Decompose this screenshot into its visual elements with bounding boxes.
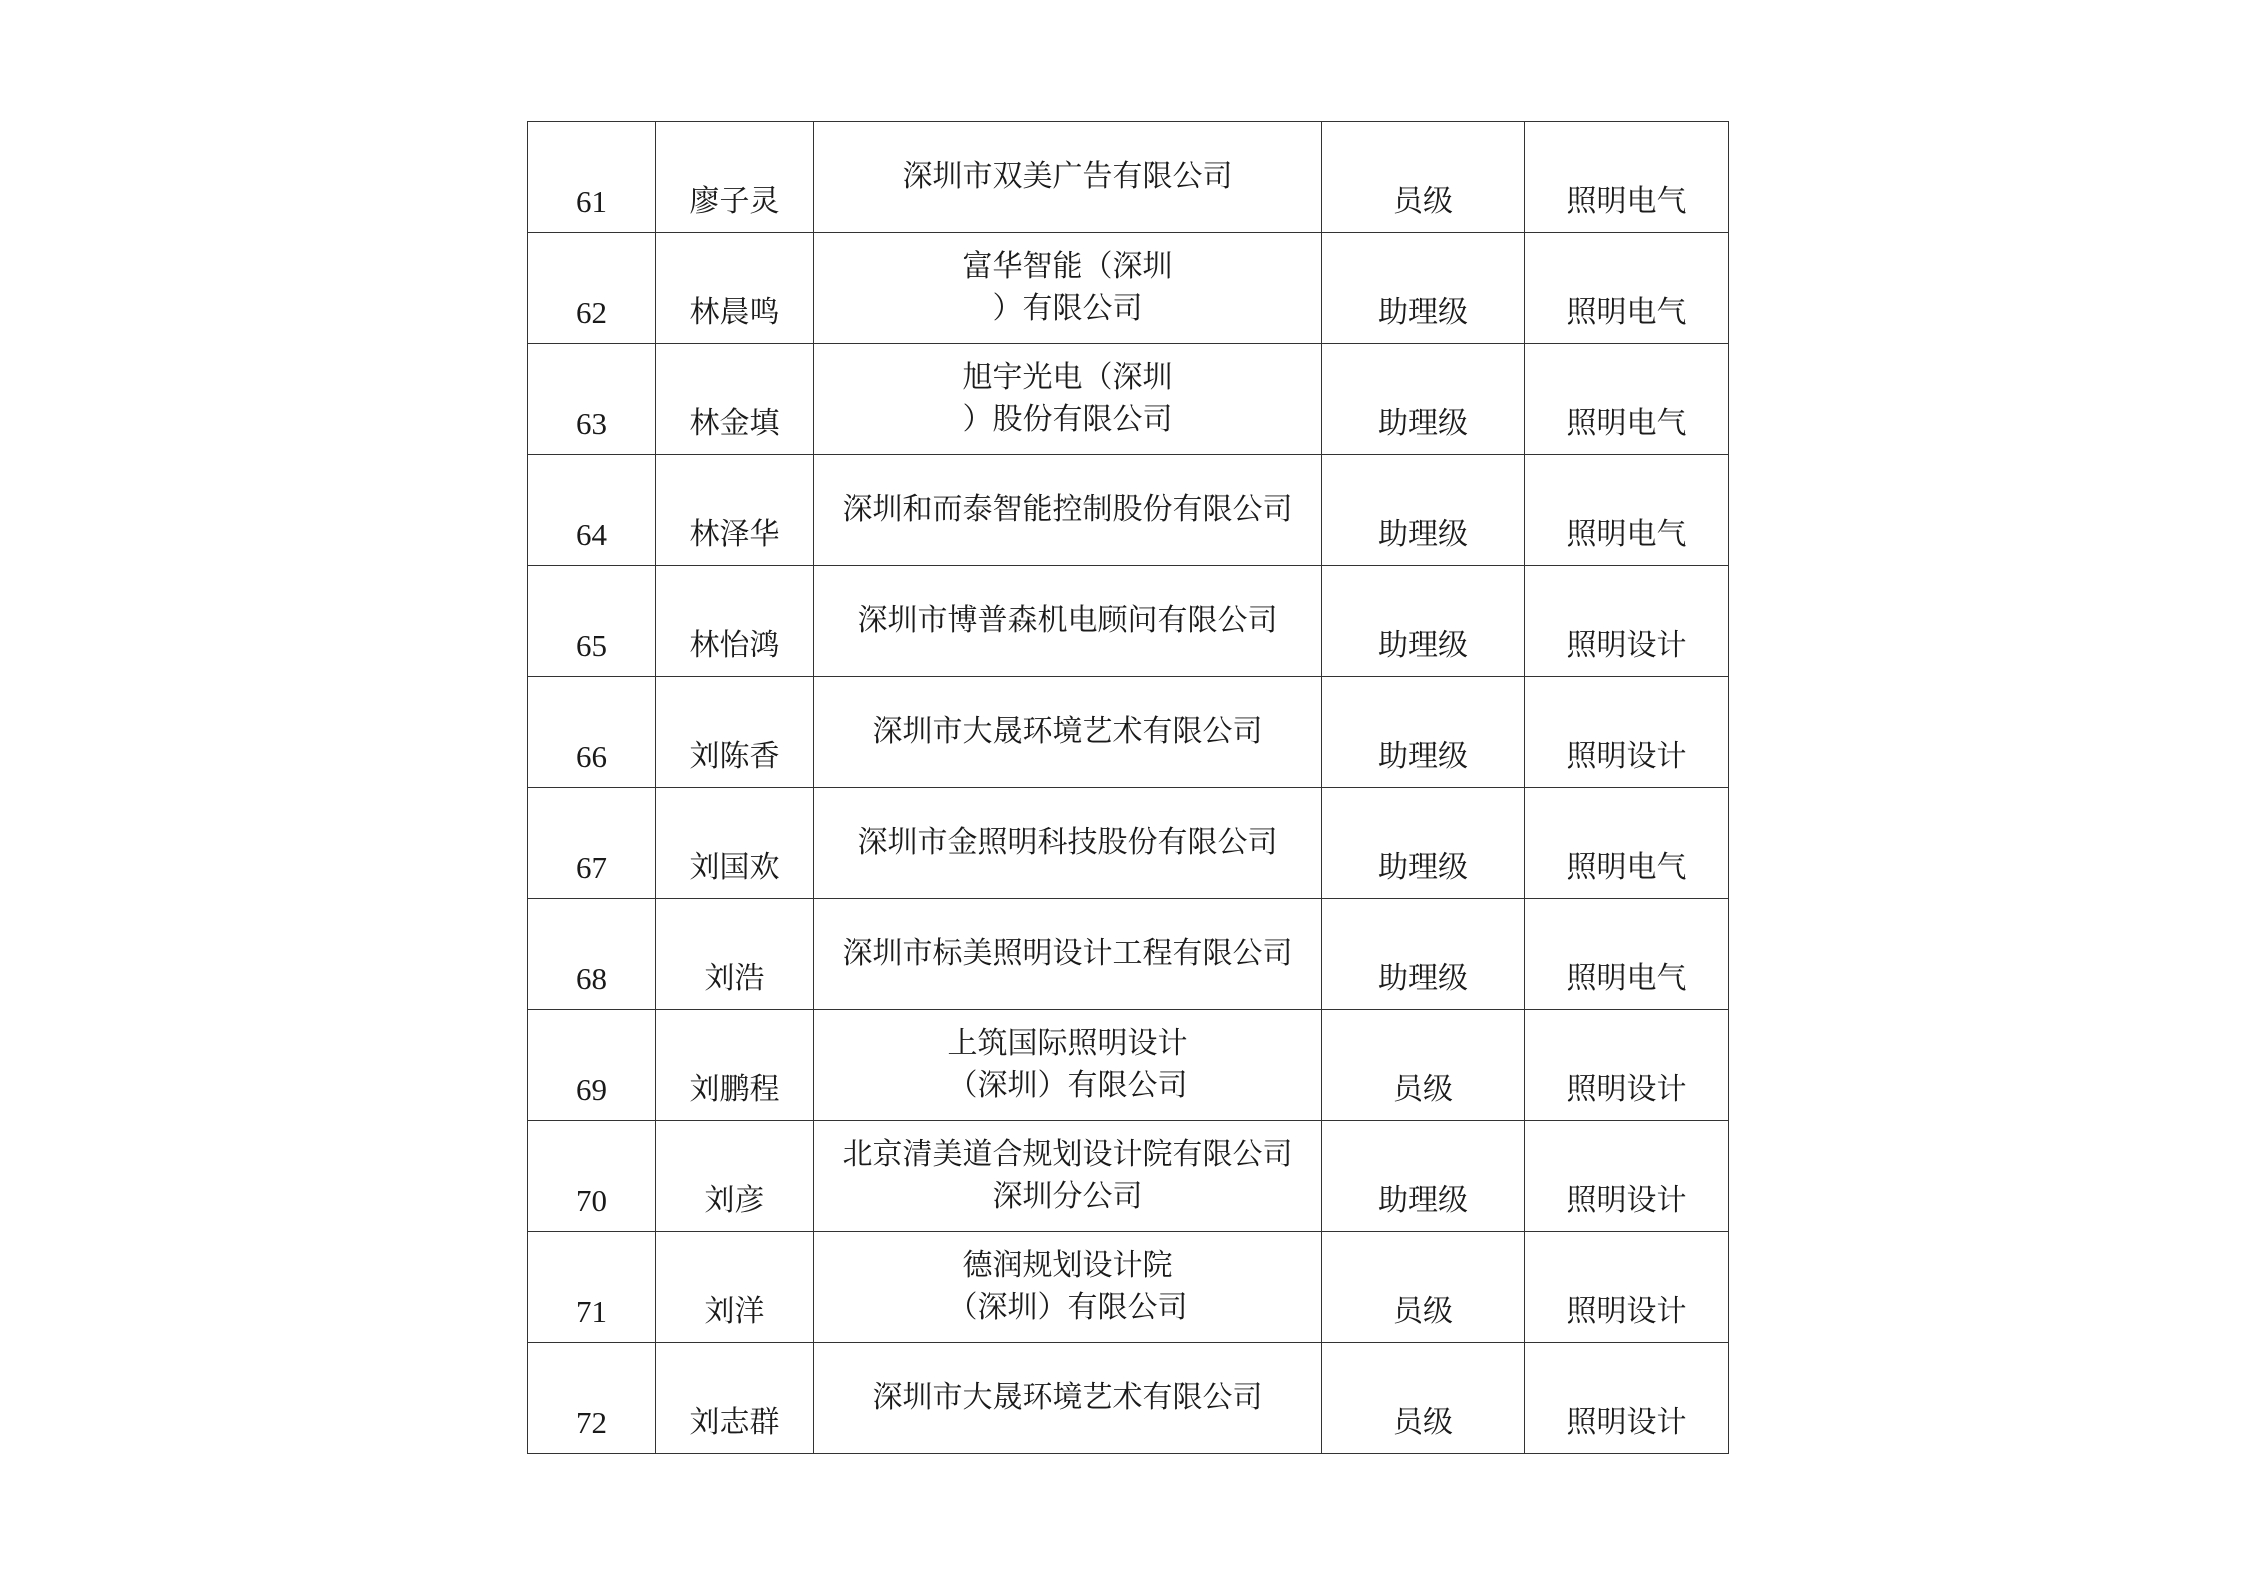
table-row bbox=[528, 677, 1729, 788]
row-number: 63 bbox=[576, 406, 607, 441]
specialty-field: 照明电气 bbox=[1566, 850, 1687, 885]
table-row bbox=[528, 1010, 1729, 1121]
company-name-cell bbox=[814, 899, 1322, 1010]
title-level: 员级 bbox=[1393, 184, 1453, 219]
row-number: 72 bbox=[576, 1405, 607, 1440]
person-name: 林泽华 bbox=[689, 517, 780, 552]
row-number-cell bbox=[528, 1121, 656, 1232]
specialty-field-cell bbox=[1525, 677, 1729, 788]
person-name-cell bbox=[656, 677, 814, 788]
person-name: 刘洋 bbox=[704, 1294, 765, 1329]
company-name-cell bbox=[814, 566, 1322, 677]
company-name: 深圳市博普森机电顾问有限公司 bbox=[857, 603, 1278, 638]
company-name-cell bbox=[814, 1010, 1322, 1121]
specialty-field-cell bbox=[1525, 899, 1729, 1010]
title-level-cell bbox=[1322, 344, 1525, 455]
company-name-cell bbox=[814, 677, 1322, 788]
person-name-cell bbox=[656, 455, 814, 566]
title-level: 助理级 bbox=[1378, 628, 1468, 663]
row-number-cell bbox=[528, 122, 656, 233]
specialty-field: 照明电气 bbox=[1566, 517, 1687, 552]
person-name-cell bbox=[656, 1121, 814, 1232]
person-name: 廖子灵 bbox=[689, 184, 780, 219]
title-level: 助理级 bbox=[1378, 295, 1468, 330]
company-name: 上筑国际照明设计 （深圳）有限公司 bbox=[947, 1026, 1188, 1103]
person-name: 林怡鸿 bbox=[689, 628, 780, 663]
row-number: 62 bbox=[576, 295, 607, 330]
company-name: 旭宇光电（深圳 ）股份有限公司 bbox=[962, 360, 1173, 437]
specialty-field-cell bbox=[1525, 1232, 1729, 1343]
table-row bbox=[528, 1343, 1729, 1454]
specialty-field: 照明设计 bbox=[1566, 1072, 1687, 1107]
specialty-field-cell bbox=[1525, 566, 1729, 677]
company-name: 德润规划设计院 （深圳）有限公司 bbox=[947, 1248, 1188, 1325]
row-number-cell bbox=[528, 1343, 656, 1454]
person-name-cell bbox=[656, 1232, 814, 1343]
row-number: 64 bbox=[576, 517, 607, 552]
title-level-cell bbox=[1322, 1121, 1525, 1232]
person-name-cell bbox=[656, 122, 814, 233]
company-name-cell bbox=[814, 1121, 1322, 1232]
specialty-field: 照明设计 bbox=[1566, 739, 1687, 774]
company-name-cell bbox=[814, 1343, 1322, 1454]
company-name-cell bbox=[814, 122, 1322, 233]
table-row bbox=[528, 1232, 1729, 1343]
row-number-cell bbox=[528, 788, 656, 899]
row-number: 71 bbox=[576, 1294, 607, 1329]
row-number-cell bbox=[528, 677, 656, 788]
table-row bbox=[528, 455, 1729, 566]
person-name: 林晨鸣 bbox=[689, 295, 780, 330]
company-name: 深圳市大晟环境艺术有限公司 bbox=[872, 1380, 1263, 1415]
title-level: 员级 bbox=[1393, 1072, 1453, 1107]
title-level-cell bbox=[1322, 455, 1525, 566]
title-level: 助理级 bbox=[1378, 517, 1468, 552]
row-number: 68 bbox=[576, 961, 607, 996]
table-row bbox=[528, 788, 1729, 899]
title-level: 员级 bbox=[1393, 1294, 1453, 1329]
company-name: 富华智能（深圳 ）有限公司 bbox=[962, 249, 1173, 326]
title-level: 员级 bbox=[1393, 1405, 1453, 1440]
row-number-cell bbox=[528, 233, 656, 344]
title-level-cell bbox=[1322, 1232, 1525, 1343]
row-number-cell bbox=[528, 899, 656, 1010]
title-level-cell bbox=[1322, 122, 1525, 233]
company-name: 深圳市大晟环境艺术有限公司 bbox=[872, 714, 1263, 749]
row-number: 70 bbox=[576, 1183, 607, 1218]
table-row bbox=[528, 1121, 1729, 1232]
company-name: 深圳市金照明科技股份有限公司 bbox=[857, 825, 1278, 860]
person-name: 刘彦 bbox=[704, 1183, 765, 1218]
table-row bbox=[528, 344, 1729, 455]
company-name-cell bbox=[814, 233, 1322, 344]
person-name-cell bbox=[656, 566, 814, 677]
row-number-cell bbox=[528, 1010, 656, 1121]
row-number-cell bbox=[528, 566, 656, 677]
row-number: 61 bbox=[576, 184, 607, 219]
row-number: 69 bbox=[576, 1072, 607, 1107]
specialty-field-cell bbox=[1525, 233, 1729, 344]
person-name-cell bbox=[656, 788, 814, 899]
row-number-cell bbox=[528, 344, 656, 455]
row-number-cell bbox=[528, 455, 656, 566]
title-level-cell bbox=[1322, 1343, 1525, 1454]
title-level-cell bbox=[1322, 677, 1525, 788]
person-name-cell bbox=[656, 1343, 814, 1454]
company-name: 北京清美道合规划设计院有限公司 深圳分公司 bbox=[842, 1137, 1293, 1214]
company-name: 深圳市双美广告有限公司 bbox=[902, 159, 1233, 194]
table-row bbox=[528, 233, 1729, 344]
specialty-field: 照明设计 bbox=[1566, 1405, 1687, 1440]
company-name: 深圳和而泰智能控制股份有限公司 bbox=[842, 492, 1293, 527]
title-level-cell bbox=[1322, 1010, 1525, 1121]
title-level: 助理级 bbox=[1378, 1183, 1468, 1218]
company-name-cell bbox=[814, 788, 1322, 899]
person-name-cell bbox=[656, 344, 814, 455]
specialty-field: 照明设计 bbox=[1566, 628, 1687, 663]
row-number-cell bbox=[528, 1232, 656, 1343]
specialty-field-cell bbox=[1525, 122, 1729, 233]
company-name-cell bbox=[814, 455, 1322, 566]
roster-table-body bbox=[528, 122, 1729, 1454]
specialty-field-cell bbox=[1525, 788, 1729, 899]
table-row bbox=[528, 122, 1729, 233]
title-level: 助理级 bbox=[1378, 850, 1468, 885]
person-name-cell bbox=[656, 899, 814, 1010]
person-name: 刘鹏程 bbox=[689, 1072, 780, 1107]
title-level-cell bbox=[1322, 899, 1525, 1010]
specialty-field-cell bbox=[1525, 1121, 1729, 1232]
specialty-field: 照明电气 bbox=[1566, 184, 1687, 219]
specialty-field: 照明电气 bbox=[1566, 406, 1687, 441]
table-row bbox=[528, 566, 1729, 677]
title-level-cell bbox=[1322, 566, 1525, 677]
person-name: 刘浩 bbox=[704, 961, 765, 996]
company-name-cell bbox=[814, 1232, 1322, 1343]
person-name: 林金填 bbox=[689, 406, 780, 441]
specialty-field-cell bbox=[1525, 455, 1729, 566]
title-level-cell bbox=[1322, 233, 1525, 344]
specialty-field: 照明设计 bbox=[1566, 1183, 1687, 1218]
row-number: 65 bbox=[576, 628, 607, 663]
title-level-cell bbox=[1322, 788, 1525, 899]
person-name: 刘志群 bbox=[689, 1405, 780, 1440]
title-level: 助理级 bbox=[1378, 406, 1468, 441]
specialty-field: 照明电气 bbox=[1566, 961, 1687, 996]
table-row bbox=[528, 899, 1729, 1010]
specialty-field: 照明电气 bbox=[1566, 295, 1687, 330]
title-level: 助理级 bbox=[1378, 961, 1468, 996]
specialty-field: 照明设计 bbox=[1566, 1294, 1687, 1329]
title-level: 助理级 bbox=[1378, 739, 1468, 774]
person-name-cell bbox=[656, 1010, 814, 1121]
person-name-cell bbox=[656, 233, 814, 344]
person-name: 刘陈香 bbox=[689, 739, 780, 774]
specialty-field-cell bbox=[1525, 344, 1729, 455]
specialty-field-cell bbox=[1525, 1343, 1729, 1454]
row-number: 66 bbox=[576, 739, 607, 774]
company-name-cell bbox=[814, 344, 1322, 455]
specialty-field-cell bbox=[1525, 1010, 1729, 1121]
person-name: 刘国欢 bbox=[689, 850, 780, 885]
company-name: 深圳市标美照明设计工程有限公司 bbox=[842, 936, 1293, 971]
roster-table bbox=[527, 121, 1729, 1454]
row-number: 67 bbox=[576, 850, 607, 885]
